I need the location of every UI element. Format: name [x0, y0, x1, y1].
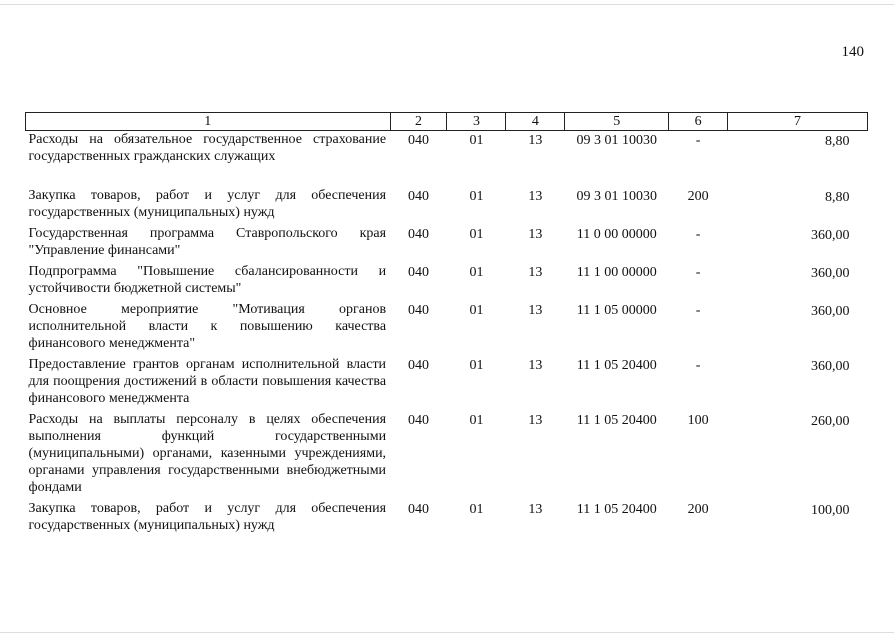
row-subsection-code: 13 [528, 227, 543, 242]
row-ministry-code: 040 [408, 358, 430, 373]
row-expense-type: 200 [687, 189, 709, 204]
table-row [26, 301, 868, 352]
header-col-3: 3 [447, 113, 506, 131]
table-row [26, 225, 868, 259]
row-ministry-code: 040 [408, 189, 430, 204]
row-target-code: 09 3 01 10030 [576, 189, 657, 204]
header-col-4: 4 [506, 113, 565, 131]
row-target-code: 11 1 05 00000 [576, 303, 657, 318]
row-subsection-code: 13 [528, 189, 543, 204]
row-amount: 100,00 [811, 503, 850, 518]
row-name: Расходы на выплаты персоналу в целях обеспечения выполнения функций государственными (муниципальными) органами, казенными учреждениями, органами управления государственными внебюджетными фондами [28, 412, 387, 495]
scan-edge-bottom [0, 632, 894, 633]
header-col-5: 5 [565, 113, 669, 131]
page-number: 140 [841, 44, 864, 60]
row-subsection-code: 13 [528, 502, 543, 517]
header-col-6: 6 [669, 113, 728, 131]
row-name: Закупка товаров, работ и услуг для обеспечения государственных (муниципальных) нужд [28, 188, 387, 220]
row-ministry-code: 040 [408, 265, 430, 280]
row-section-code: 01 [469, 133, 484, 148]
row-ministry-code: 040 [408, 303, 430, 318]
row-section-code: 01 [469, 189, 484, 204]
row-section-code: 01 [469, 502, 484, 517]
row-subsection-code: 13 [528, 303, 543, 318]
row-expense-type: 200 [687, 502, 709, 517]
row-target-code: 09 3 01 10030 [576, 133, 657, 148]
row-name: Государственная программа Ставропольского края "Управление финансами" [28, 226, 387, 258]
row-expense-type: - [695, 358, 701, 373]
row-name: Предоставление грантов органам исполнительной власти для поощрения достижений в области повышения качества финансового менеджмента [28, 357, 387, 406]
row-expense-type: 100 [687, 413, 709, 428]
scan-edge-top [0, 4, 894, 5]
row-section-code: 01 [469, 413, 484, 428]
table-row [26, 356, 868, 407]
row-section-code: 01 [469, 227, 484, 242]
row-amount: 8,80 [825, 190, 850, 205]
table-row [26, 131, 868, 166]
row-amount: 360,00 [811, 228, 850, 243]
row-spacer [26, 165, 868, 187]
row-subsection-code: 13 [528, 133, 543, 148]
row-amount: 360,00 [811, 266, 850, 281]
row-amount: 260,00 [811, 414, 850, 429]
row-ministry-code: 040 [408, 133, 430, 148]
row-expense-type: - [695, 265, 701, 280]
row-name: Расходы на обязательное государственное страхование государственных гражданских служащих [28, 132, 387, 164]
row-section-code: 01 [469, 358, 484, 373]
row-target-code: 11 0 00 00000 [576, 227, 657, 242]
row-ministry-code: 040 [408, 413, 430, 428]
row-section-code: 01 [469, 265, 484, 280]
table-row [26, 187, 868, 221]
row-section-code: 01 [469, 303, 484, 318]
table-row [26, 411, 868, 496]
row-amount: 360,00 [811, 359, 850, 374]
row-name: Подпрограмма "Повышение сбалансированности и устойчивости бюджетной системы" [28, 264, 387, 296]
row-name: Основное мероприятие "Мотивация органов исполнительной власти к повышению качества финансового менеджмента" [28, 302, 387, 351]
table-row [26, 263, 868, 297]
row-name: Закупка товаров, работ и услуг для обеспечения государственных (муниципальных) нужд [28, 501, 387, 533]
row-subsection-code: 13 [528, 358, 543, 373]
row-ministry-code: 040 [408, 502, 430, 517]
row-expense-type: - [695, 227, 701, 242]
row-amount: 8,80 [825, 134, 850, 149]
row-subsection-code: 13 [528, 265, 543, 280]
row-target-code: 11 1 05 20400 [576, 358, 657, 373]
table-row [26, 500, 868, 534]
row-target-code: 11 1 05 20400 [576, 502, 657, 517]
row-subsection-code: 13 [528, 413, 543, 428]
row-target-code: 11 1 00 00000 [576, 265, 657, 280]
row-target-code: 11 1 05 20400 [576, 413, 657, 428]
header-col-2: 2 [390, 113, 447, 131]
header-row [26, 113, 868, 131]
row-amount: 360,00 [811, 304, 850, 319]
row-expense-type: - [695, 303, 701, 318]
header-col-7: 7 [728, 113, 868, 131]
budget-table [25, 112, 868, 534]
row-expense-type: - [695, 133, 701, 148]
header-col-1: 1 [26, 113, 391, 131]
row-ministry-code: 040 [408, 227, 430, 242]
